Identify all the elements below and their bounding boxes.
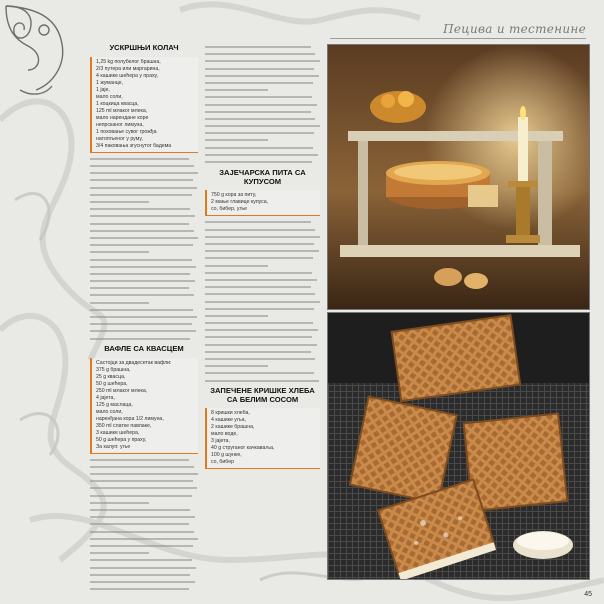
ingredient-line: со, бибер	[211, 459, 234, 466]
text-line-placeholder	[90, 495, 192, 497]
column-left	[90, 44, 198, 595]
text-line-placeholder	[205, 53, 315, 55]
waffles-photo	[327, 312, 590, 580]
text-line-placeholder	[90, 302, 149, 304]
ingredient-line: 40 g струганог качкаваља,	[211, 445, 275, 452]
text-line-placeholder	[90, 251, 149, 253]
ingredient-line: 1 поховање сувог грожђа	[96, 128, 157, 135]
text-line-placeholder	[90, 215, 195, 217]
text-line-placeholder	[90, 273, 190, 275]
text-line-placeholder	[205, 68, 314, 70]
text-line-placeholder	[90, 187, 197, 189]
text-line-placeholder	[90, 502, 149, 504]
ingredient-line: 50 g шећера,	[96, 380, 128, 387]
ingredient-line: 4 кашике уља,	[211, 417, 246, 424]
text-line-placeholder	[205, 336, 312, 338]
ingredient-line: 100 g шунке,	[211, 452, 242, 459]
text-line-placeholder	[205, 82, 313, 84]
text-line-placeholder	[90, 201, 149, 203]
section-header: Пецива и тестенине	[443, 22, 586, 36]
ingredient-line: мало воде,	[211, 431, 238, 438]
text-line-placeholder	[205, 380, 319, 382]
ingredient-line: 2/3 путера или маргарина,	[96, 65, 160, 72]
ingredient-line: 50 g шећера у праху,	[96, 436, 147, 443]
text-line-placeholder	[205, 365, 268, 367]
ingredient-line: мало соли,	[96, 408, 123, 415]
ingredient-line: 25 g квасца,	[96, 373, 126, 380]
text-line-placeholder	[205, 139, 268, 141]
ingredient-line: 375 g брашна,	[96, 366, 131, 373]
body-text-lines	[205, 46, 320, 163]
text-line-placeholder	[205, 104, 317, 106]
text-line-placeholder	[90, 473, 198, 475]
recipe-title-yeast-waffles: ВАФЛЕ СА КВАСЦЕМ	[104, 343, 184, 353]
text-line-placeholder	[205, 358, 315, 360]
recipe-title-baked-bread-slices: ЗАПЕЧЕНЕ КРИШКЕ ХЛЕБА СА БЕЛИМ СОСОМ	[210, 385, 315, 404]
ingredient-line: 250 ml млаког млека,	[96, 387, 148, 394]
text-line-placeholder	[90, 516, 195, 518]
ingredient-line: наренђана кора 1/2 лимуна,	[96, 415, 164, 422]
body-text-lines	[205, 221, 320, 381]
text-line-placeholder	[90, 172, 198, 174]
ingredients-box-yeast-waffles	[90, 358, 198, 454]
ingredient-line: 125 g маслаца,	[96, 401, 133, 408]
ingredient-line: 2 мање главице купуса,	[211, 199, 269, 206]
ingredient-line: 125 ml млаког млека,	[96, 107, 148, 114]
text-line-placeholder	[205, 229, 315, 231]
ingredient-line: 3/4 паковања згуснутог бадема	[96, 142, 172, 149]
text-line-placeholder	[205, 60, 320, 62]
text-line-placeholder	[90, 330, 196, 332]
text-line-placeholder	[205, 279, 317, 281]
text-line-placeholder	[205, 344, 317, 346]
text-line-placeholder	[90, 523, 189, 525]
header-rule	[330, 38, 586, 39]
ingredient-line: 1,25 kg полубелог брашна,	[96, 58, 161, 65]
text-line-placeholder	[205, 132, 314, 134]
text-line-placeholder	[90, 237, 198, 239]
text-line-placeholder	[90, 567, 196, 569]
text-line-placeholder	[90, 574, 190, 576]
text-line-placeholder	[90, 165, 194, 167]
text-line-placeholder	[205, 236, 320, 238]
text-line-placeholder	[205, 118, 315, 120]
text-line-placeholder	[90, 487, 197, 489]
text-line-placeholder	[205, 265, 268, 267]
text-line-placeholder	[90, 459, 189, 461]
text-line-placeholder	[205, 322, 313, 324]
recipe-title-easter-cake: УСКРШЊИ КОЛАЧ	[109, 43, 179, 52]
ingredient-line: 350 ml слатке павлаке,	[96, 422, 152, 429]
text-line-placeholder	[205, 315, 268, 317]
ingredient-line: Састојци за двадесетак вафли:	[96, 359, 172, 366]
ingredient-line: со, бибер, уље	[211, 206, 248, 213]
text-line-placeholder	[90, 294, 194, 296]
ingredient-line: 2 кашике брашна,	[211, 424, 255, 431]
cake-photo	[327, 44, 590, 310]
ingredient-line: 1 коцкица квасца,	[96, 100, 139, 107]
text-line-placeholder	[90, 309, 193, 311]
text-line-placeholder	[90, 316, 197, 318]
text-line-placeholder	[90, 244, 193, 246]
text-line-placeholder	[90, 538, 198, 540]
text-line-placeholder	[90, 559, 192, 561]
text-line-placeholder	[205, 308, 314, 310]
text-line-placeholder	[205, 221, 311, 223]
text-line-placeholder	[205, 257, 313, 259]
text-line-placeholder	[90, 158, 189, 160]
text-line-placeholder	[205, 351, 311, 353]
ingredient-line: непрсканог лимуна,	[96, 121, 144, 128]
text-line-placeholder	[90, 230, 194, 232]
text-line-placeholder	[205, 125, 320, 127]
text-line-placeholder	[205, 272, 312, 274]
text-line-placeholder	[90, 545, 193, 547]
text-line-placeholder	[90, 338, 190, 340]
ingredient-line: 4 јајета,	[96, 394, 115, 401]
ingredients-box-easter-cake	[90, 57, 198, 153]
ingredients-box-baked-bread-slices	[205, 408, 320, 469]
text-line-placeholder	[205, 329, 318, 331]
recipe-title-cabbage-pie: ЗАЈЕЧАРСКА ПИТА СА КУПУСОМ	[219, 168, 306, 186]
ingredient-line: мало соли,	[96, 93, 123, 100]
text-line-placeholder	[90, 581, 195, 583]
text-line-placeholder	[205, 161, 312, 163]
ingredient-line: 750 g кора за питу,	[211, 192, 257, 199]
text-line-placeholder	[90, 287, 189, 289]
ingredient-line: 1 жуманце,	[96, 79, 123, 86]
text-line-placeholder	[205, 46, 311, 48]
text-line-placeholder	[90, 266, 196, 268]
corner-ornament	[0, 0, 80, 110]
text-line-placeholder	[205, 147, 313, 149]
text-line-placeholder	[90, 480, 193, 482]
body-text-lines	[90, 158, 198, 340]
text-line-placeholder	[205, 243, 314, 245]
text-line-placeholder	[90, 259, 192, 261]
text-line-placeholder	[90, 223, 189, 225]
ingredients-box-cabbage-pie	[205, 190, 320, 216]
text-line-placeholder	[205, 372, 314, 374]
text-line-placeholder	[205, 89, 268, 91]
page-number: 45	[584, 591, 592, 598]
text-line-placeholder	[205, 111, 311, 113]
text-line-placeholder	[90, 179, 193, 181]
ingredient-line: натопљеног у руму,	[96, 135, 143, 142]
ingredient-line: 3 кашике шећера,	[96, 429, 140, 436]
column-middle	[205, 44, 320, 469]
body-text-lines	[90, 459, 198, 590]
text-line-placeholder	[90, 323, 192, 325]
text-line-placeholder	[90, 280, 195, 282]
text-line-placeholder	[205, 154, 318, 156]
text-line-placeholder	[90, 588, 189, 590]
text-line-placeholder	[90, 466, 194, 468]
text-line-placeholder	[90, 208, 190, 210]
text-line-placeholder	[205, 301, 320, 303]
ingredient-line: мало нарендане коре	[96, 114, 149, 121]
text-line-placeholder	[205, 96, 312, 98]
text-line-placeholder	[205, 293, 315, 295]
text-line-placeholder	[205, 286, 311, 288]
ingredient-line: 8 кришки хлеба,	[211, 410, 250, 417]
text-line-placeholder	[205, 75, 319, 77]
ingredient-line: 3 јајета,	[211, 438, 230, 445]
text-line-placeholder	[90, 531, 194, 533]
ingredient-line: За калуп: уље	[96, 443, 131, 450]
text-line-placeholder	[90, 552, 149, 554]
ingredient-line: 4 кашике шећера у праху,	[96, 72, 159, 79]
text-line-placeholder	[90, 509, 190, 511]
ingredient-line: 1 јаје,	[96, 86, 110, 93]
text-line-placeholder	[205, 250, 319, 252]
text-line-placeholder	[90, 194, 192, 196]
